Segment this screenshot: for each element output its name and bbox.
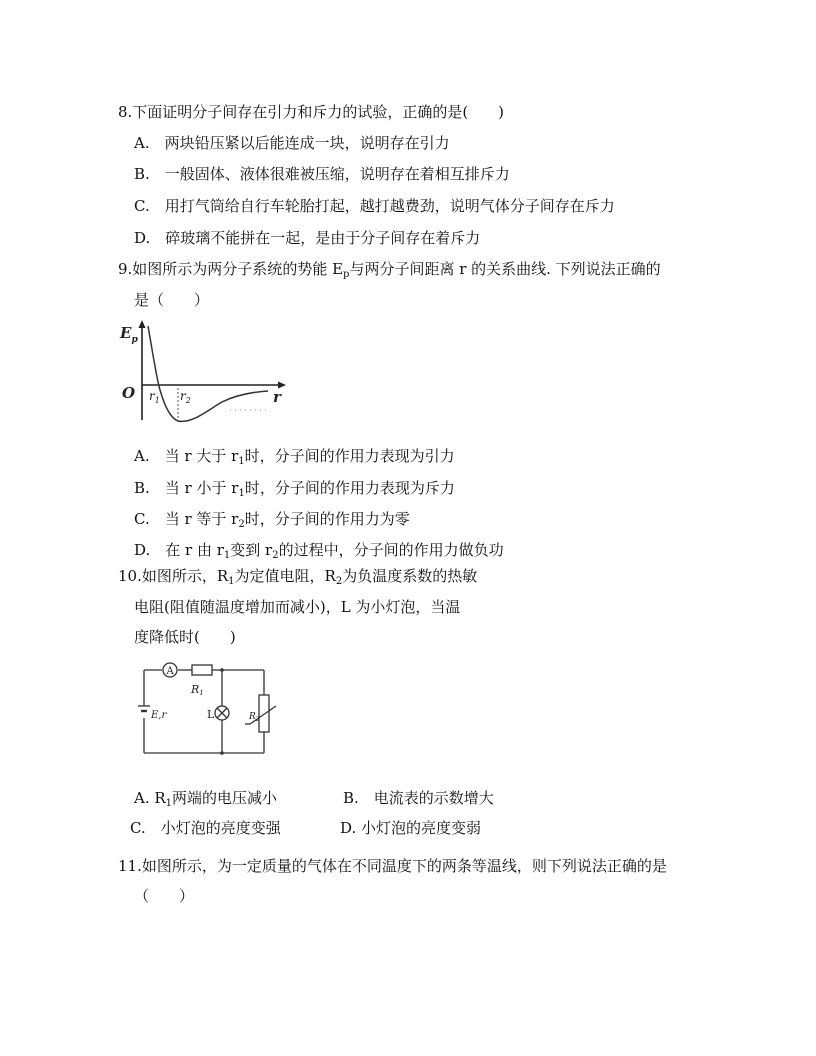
q9-option-a: A. 当 r 大于 $r_1$时，分子间的作用力表现为引力 xyxy=(134,447,455,467)
q10-option-c: C. 小灯泡的亮度变强 xyxy=(130,819,281,837)
q11-stem: 11.如图所示，为一定质量的气体在不同温度下的两条等温线，则下列说法正确的是 xyxy=(118,857,667,875)
q9-option-d: D. 在 r 由 $r_1$变到 $r_2$的过程中，分子间的作用力做负功 xyxy=(134,541,504,561)
svg-text:r: r xyxy=(273,388,281,406)
q10-stem-line3: 度降低时( ) xyxy=(134,628,236,646)
svg-text:R1: R1 xyxy=(191,683,204,697)
q9-option-b: B. 当 r 小于 $r_1$时，分子间的作用力表现为斥力 xyxy=(134,479,455,499)
q9-stem-line2: 是（ ） xyxy=(134,291,210,309)
svg-text:O: O xyxy=(122,384,136,402)
q10-stem-line2: 电阻(阻值随温度增加而减小)，L 为小灯泡，当温 xyxy=(134,598,461,616)
svg-text:R2: $R_2$ xyxy=(249,712,260,723)
q8-option-d: D. 碎玻璃不能拼在一起，是由于分子间存在着斥力 xyxy=(134,229,481,247)
svg-text:L: L xyxy=(207,708,215,721)
q8-stem: 8.下面证明分子间存在引力和斥力的试验，正确的是( ) xyxy=(118,103,505,121)
q9-stem: 9.如图所示为两分子系统的势能 $E_p$与两分子间距离 r 的关系曲线. 下列说法正确的 xyxy=(118,260,661,280)
svg-text:r2: $r_2$ xyxy=(180,389,191,405)
svg-text:r1: $r_1$ xyxy=(149,389,160,405)
q8-option-a: A. 两块铅压紧以后能连成一块，说明存在引力 xyxy=(134,134,450,152)
q10-stem-line1: 10.如图所示，$R_1$为定值电阻，$R_2$为负温度系数的热敏 xyxy=(118,567,478,587)
svg-text:Ep: $E_p$ xyxy=(120,324,138,345)
svg-text:A: A xyxy=(166,666,174,677)
q10-circuit-figure xyxy=(136,660,286,760)
q10-option-a: A. $R_1$两端的电压减小 xyxy=(134,789,278,809)
q8-option-c: C. 用打气筒给自行车轮胎打起，越打越费劲，说明气体分子间存在斥力 xyxy=(134,197,615,215)
svg-text:E,r: E,r xyxy=(151,710,167,721)
q10-option-b: B. 电流表的示数增大 xyxy=(343,789,494,807)
q9-potential-energy-figure xyxy=(112,318,292,428)
q11-stem-line2: （ ） xyxy=(134,887,195,905)
q10-option-d: D. 小灯泡的亮度变弱 xyxy=(340,819,482,837)
q9-option-c: C. 当 r 等于 $r_2$时，分子间的作用力为零 xyxy=(134,510,410,530)
q8-option-b: B. 一般固体、液体很难被压缩，说明存在着相互排斥力 xyxy=(134,165,510,183)
